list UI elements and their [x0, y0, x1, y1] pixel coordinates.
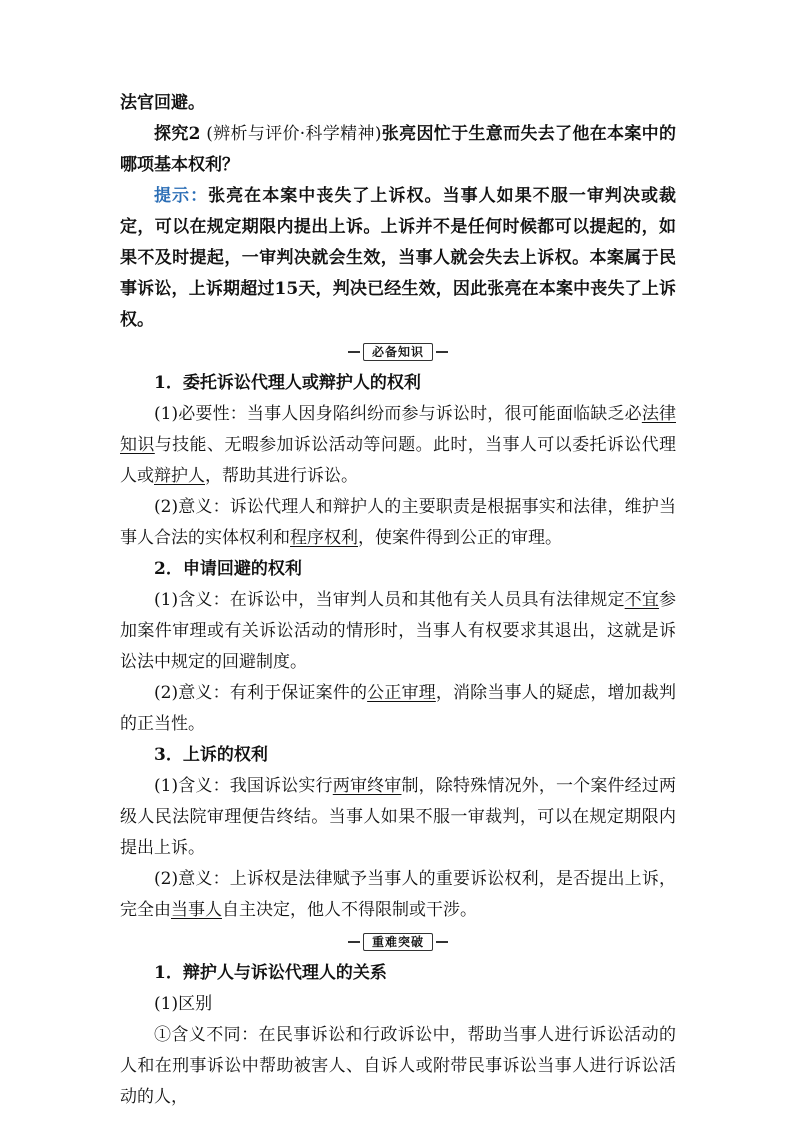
knowledge-3-significance: (2)意义：上诉权是法律赋予当事人的重要诉讼权利，是否提出上诉，完全由当事人自主决定，他人不得限制或干涉。 — [120, 869, 676, 920]
underline-term: 当事人 — [171, 900, 222, 920]
underline-term: 法律知识 — [120, 404, 676, 455]
knowledge-2-significance: (2)意义：有利于保证案件的公正审理，消除当事人的疑虑，增加裁判的正当性。 — [120, 683, 677, 734]
section-header-essential-knowledge — [120, 338, 676, 366]
underline-term: 两审终审 — [332, 776, 402, 796]
paragraph-continued: 法官回避。 — [120, 93, 205, 113]
knowledge-1-title: 1．委托诉讼代理人或辩护人的权利 — [154, 373, 421, 393]
difficulty-1-item: ①含义不同：在民事诉讼和行政诉讼中，帮助当事人进行诉讼活动的人和在刑事诉讼中帮助被害人、自诉人或附带民事诉讼当事人进行诉讼活动的人， — [120, 1025, 676, 1107]
knowledge-3-title: 3．上诉的权利 — [154, 745, 268, 765]
hint-label: 提示： — [154, 186, 209, 206]
tanjiu-tag: (辨析与评价·科学精神) — [206, 124, 382, 144]
underline-term: 程序权利 — [290, 528, 358, 548]
underline-term: 公正审理 — [367, 683, 436, 703]
underline-term: 辩护人 — [154, 466, 205, 486]
tanjiu-question-text: 张亮因忙于生意而失去了他在本案中的哪项基本权利？ — [120, 124, 676, 175]
difficulty-1-title: 1．辩护人与诉讼代理人的关系 — [154, 963, 387, 983]
knowledge-2-title: 2．申请回避的权利 — [154, 559, 302, 579]
tanjiu-question — [120, 119, 676, 181]
section-label: 必备知识 — [363, 343, 433, 361]
section-label: 重难突破 — [363, 933, 433, 951]
knowledge-2-meaning: (1)含义：在诉讼中，当审判人员和其他有关人员具有法律规定不宜参加案件审理或有关诉讼活动的情形时，当事人有权要求其退出，这就是诉讼法中规定的回避制度。 — [120, 590, 676, 672]
hint-paragraph — [120, 181, 676, 336]
underline-term: 不宜 — [624, 590, 659, 610]
knowledge-3-meaning: (1)含义：我国诉讼实行两审终审制，除特殊情况外，一个案件经过两级人民法院审理便告终结。当事人如果不服一审裁判，可以在规定期限内提出上诉。 — [120, 776, 677, 858]
tanjiu-label: 探究2 — [154, 124, 201, 144]
page-content — [120, 88, 676, 1113]
knowledge-1-significance: (2)意义：诉讼代理人和辩护人的主要职责是根据事实和法律，维护当事人合法的实体权利和程序权利，使案件得到公正的审理。 — [120, 497, 676, 548]
difficulty-1-subtitle: (1)区别 — [154, 994, 213, 1014]
hint-text: 张亮在本案中丧失了上诉权。当事人如果不服一审判决或裁定，可以在规定期限内提出上诉。上诉并不是任何时候都可以提起的，如果不及时提起，一审判决就会生效，当事人就会失去上诉权。本案属于民事诉讼，上诉期超过15天，判决已经生效，因此张亮在本案中丧失了上诉权。 — [120, 186, 677, 330]
section-header-key-difficulties — [120, 928, 676, 956]
knowledge-1-necessity: (1)必要性：当事人因身陷纠纷而参与诉讼时，很可能面临缺乏必法律知识与技能、无暇参加诉讼活动等问题。此时，当事人可以委托诉讼代理人或辩护人，帮助其进行诉讼。 — [120, 404, 677, 486]
